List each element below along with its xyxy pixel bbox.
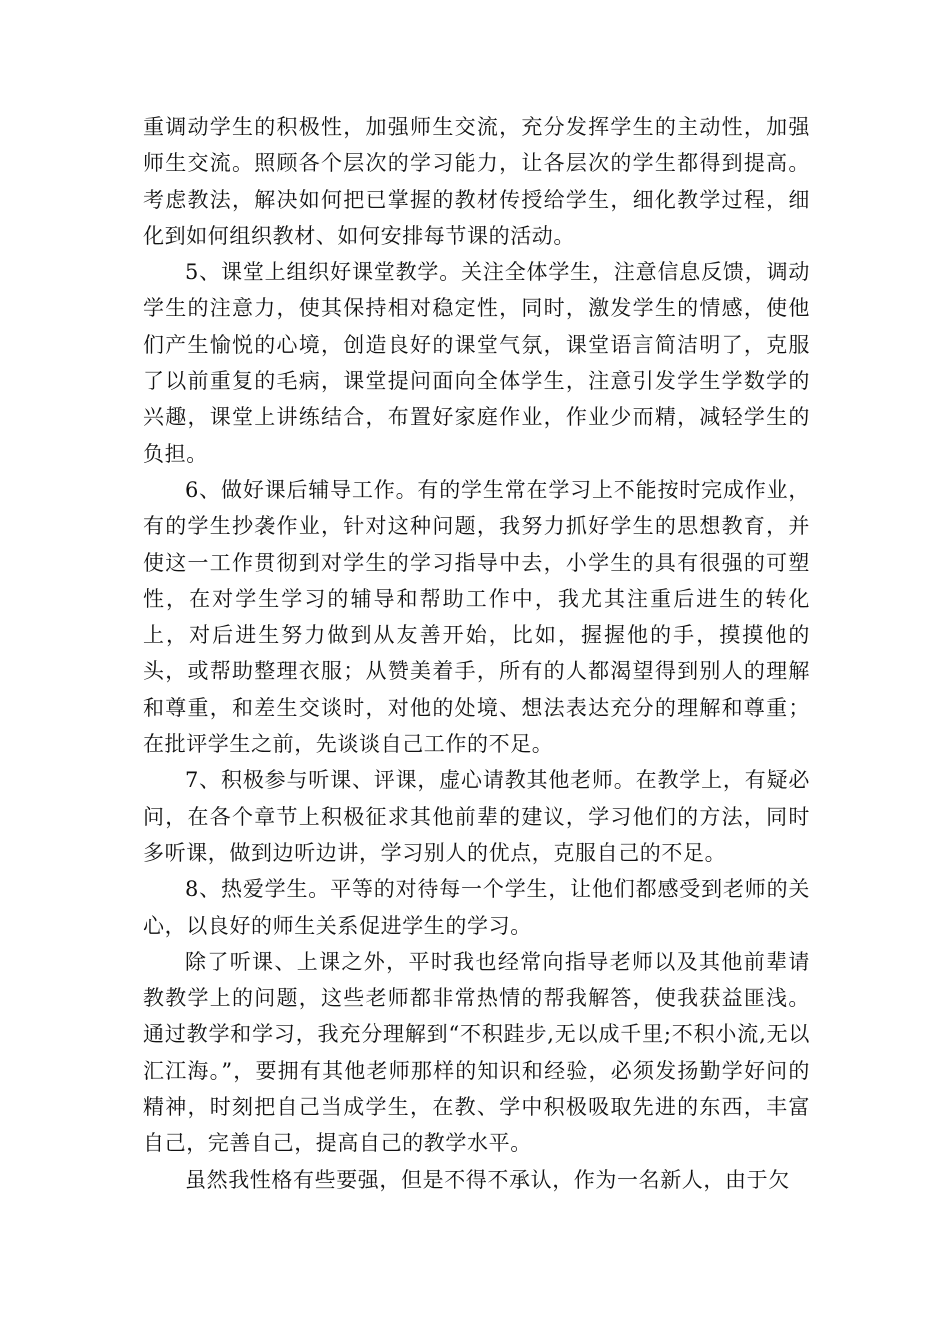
paragraph-item-8: 8、热爱学生。平等的对待每一个学生，让他们都感受到老师的关心，以良好的师生关系促进学生的学习。 (143, 877, 810, 938)
paragraph-item-5: 5、课堂上组织好课堂教学。关注全体学生，注意信息反馈，调动学生的注意力，使其保持相对稳定性，同时，激发学生的情感，使他们产生愉悦的心境，创造良好的课堂气氛，课堂语言简洁明了，克服了以前重复的毛病，课堂提问面向全体学生，注意引发学生学数学的兴趣，课堂上讲练结合，布置好家庭作业，作业少而精，减轻学生的负担。 (143, 260, 810, 466)
paragraph-self-reflection: 虽然我性格有些要强，但是不得不承认，作为一名新人，由于欠 (185, 1167, 790, 1192)
paragraph-item-7: 7、积极参与听课、评课，虚心请教其他老师。在教学上，有疑必问，在各个章节上积极征求其他前辈的建议，学习他们的方法，同时多听课，做到边听边讲，学习别人的优点，克服自己的不足。 (143, 768, 810, 865)
body-text (143, 109, 810, 1198)
paragraph-continuation: 重调动学生的积极性，加强师生交流，充分发挥学生的主动性，加强师生交流。照顾各个层次的学习能力，让各层次的学生都得到提高。考虑教法，解决如何把已掌握的教材传授给学生，细化教学过程，细化到如何组织教材、如何安排每节课的活动。 (143, 115, 810, 248)
paragraph-consultation: 除了听课、上课之外，平时我也经常向指导老师以及其他前辈请教教学上的问题，这些老师都非常热情的帮我解答，使我获益匪浅。通过教学和学习，我充分理解到“不积跬步,无以成千里;不积小流,无以汇江海。”，要拥有其他老师那样的知识和经验，必须发扬勤学好问的精神，时刻把自己当成学生，在教、学中积极吸取先进的东西，丰富自己，完善自己，提高自己的教学水平。 (143, 949, 810, 1156)
paragraph-item-6: 6、做好课后辅导工作。有的学生常在学习上不能按时完成作业，有的学生抄袭作业，针对这种问题，我努力抓好学生的思想教育，并使这一工作贯彻到对学生的学习指导中去，小学生的具有很强的可塑性，在对学生学习的辅导和帮助工作中，我尤其注重后进生的转化上，对后进生努力做到从友善开始，比如，握握他的手，摸摸他的头，或帮助整理衣服；从赞美着手，所有的人都渴望得到别人的理解和尊重，和差生交谈时，对他的处境、想法表达充分的理解和尊重；在批评学生之前，先谈谈自己工作的不足。 (143, 477, 810, 757)
